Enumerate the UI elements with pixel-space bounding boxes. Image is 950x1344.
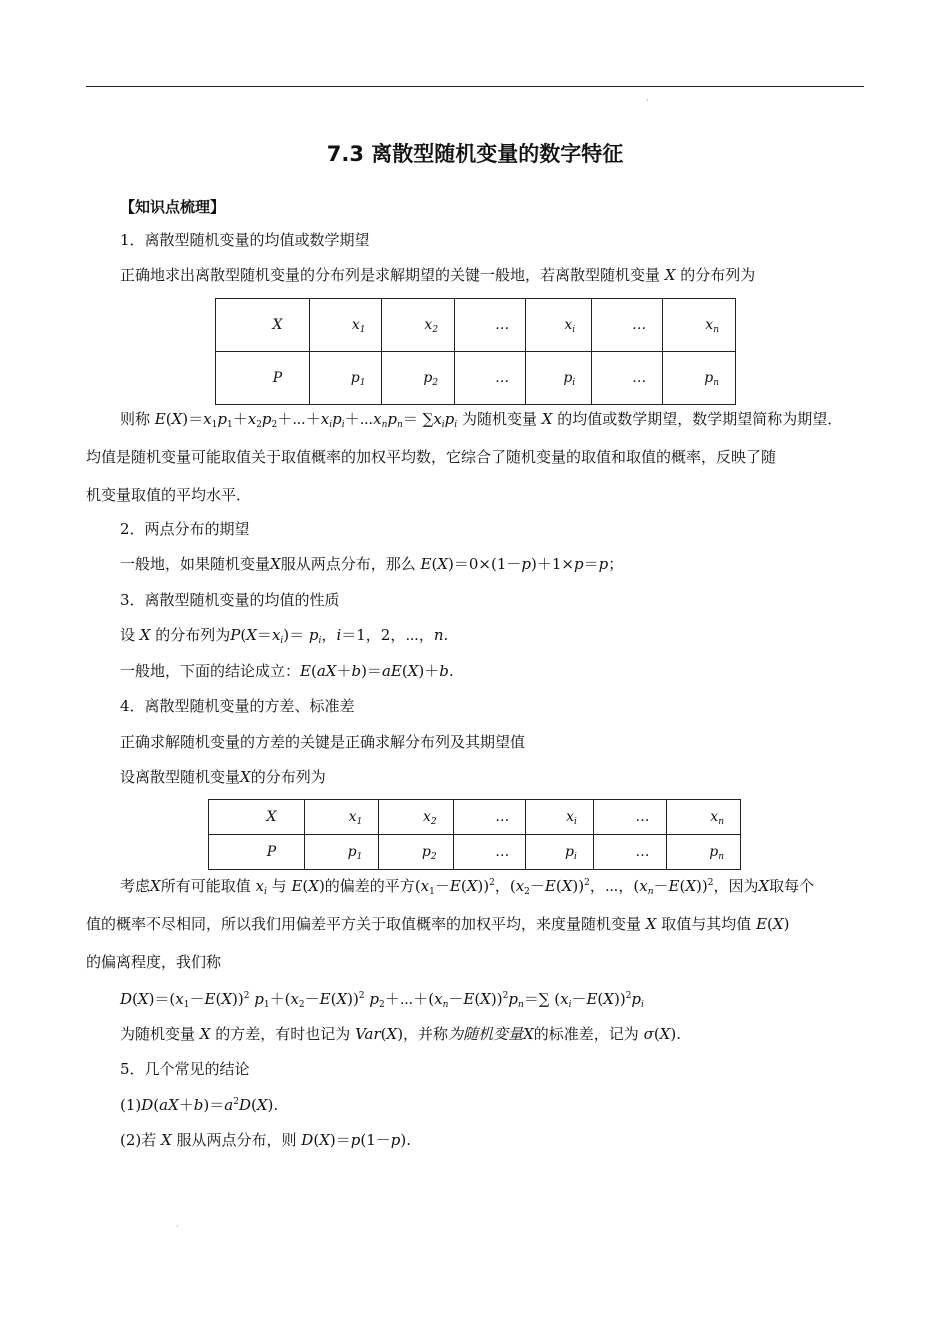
table-cell: $x_1$ (305, 800, 379, 835)
decorative-dot: · (176, 1222, 179, 1231)
s1-line2: 均值是随机变量可能取值关于取值概率的加权平均数，它综合了随机变量的取值和取值的概率，反映了随 (86, 448, 777, 466)
decorative-dot: · (646, 96, 649, 105)
distribution-table-2 (208, 799, 741, 870)
table-cell: $x_i$ (526, 800, 594, 835)
table-cell: … (455, 299, 526, 352)
table-cell: $p_n$ (663, 352, 736, 405)
s1-definition: 则称 $E(X)=x_1p_1+x_2p_2+\cdots+x_ip_i+\cdots x_np_n= \sum x_ip_i$ 为随机变量 X 的均值或数学期望，数学期望简称为期望． (120, 410, 843, 430)
header-rule (86, 86, 864, 87)
table-cell: $x_n$ (663, 299, 736, 352)
s4-consider: 考虑X所有可能取值 $x_i$ 与 E(X)的偏差的平方$(x_1-E(X))^2$，$(x_2-E(X))^2$，⋯，$(x_n-E(X))^2$，因为X取每个 (120, 877, 815, 897)
table-row-p (209, 835, 741, 870)
table-cell: … (455, 352, 526, 405)
s4-variance-def: 为随机变量 X 的方差，有时也记为 Var(X)，并称为随机变量X的标准差，记为 σ(X). (120, 1025, 681, 1043)
s4-line1: 正确求解随机变量的方差的关键是正确求解分布列及其期望值 (120, 733, 526, 751)
table-cell: … (593, 835, 666, 870)
s1-intro: 正确地求出离散型随机变量的分布列是求解期望的关键一般地，若离散型随机变量 X 的分布列为 (120, 266, 756, 284)
table-cell: $p_i$ (526, 352, 592, 405)
table-cell: $x_2$ (382, 299, 455, 352)
s5-item2: (2)若 X 服从两点分布，则 D(X)＝p(1－p). (120, 1131, 411, 1149)
table-cell: P (216, 352, 310, 405)
s4-heading: 4．离散型随机变量的方差、标准差 (120, 697, 355, 715)
table-cell: $x_2$ (379, 800, 453, 835)
table-cell: $x_n$ (666, 800, 741, 835)
s2-heading: 2．两点分布的期望 (120, 520, 250, 538)
table-row-p (216, 352, 736, 405)
s4-line-b: 值的概率不尽相同，所以我们用偏差平方关于取值概率的加权平均，来度量随机变量 X 取值与其均值 E(X) (86, 915, 790, 933)
table-row-x (209, 800, 741, 835)
table-cell: X (209, 800, 305, 835)
s2-text: 一般地，如果随机变量X服从两点分布，那么 E(X)＝0×(1－p)＋1×p＝p； (120, 555, 624, 573)
s4-line2: 设离散型随机变量X的分布列为 (120, 768, 326, 786)
section-tag: 【知识点梳理】 (120, 198, 226, 216)
table-cell: $p_1$ (305, 835, 379, 870)
table-cell: … (592, 352, 663, 405)
s1-line3: 机变量取值的平均水平． (86, 486, 252, 504)
table-cell: P (209, 835, 305, 870)
variance-formula: $D(X)=(x_1-E(X))^2$ $p_1+(x_2-E(X))^2$ $p_2+\cdots+(x_n-E(X))^2p_n=\sum$ $(x_i-E(X))^2p_i$ (120, 990, 644, 1010)
s4-line-c: 的偏离程度，我们称 (86, 953, 222, 971)
s5-heading: 5．几个常见的结论 (120, 1060, 250, 1078)
table-cell: $x_i$ (526, 299, 592, 352)
page-title: 7.3 离散型随机变量的数字特征 (326, 142, 624, 166)
table-cell: $p_1$ (309, 352, 382, 405)
table-row-x (216, 299, 736, 352)
distribution-table-1 (215, 298, 736, 405)
s3-heading: 3．离散型随机变量的均值的性质 (120, 591, 340, 609)
table-cell: X (216, 299, 310, 352)
table-cell: $p_n$ (666, 835, 741, 870)
table-cell: … (593, 800, 666, 835)
table-cell: … (592, 299, 663, 352)
table-cell: … (453, 835, 526, 870)
table-cell: … (453, 800, 526, 835)
s5-item1: $(1)D(aX+b)=a^2D(X)$. (120, 1096, 279, 1114)
table-cell: $p_2$ (382, 352, 455, 405)
s3-line1: 设 X 的分布列为$P(X=x_i)= p_i$，i＝1，2，⋯，n. (120, 626, 449, 646)
table-cell: $p_2$ (379, 835, 453, 870)
table-cell: $p_i$ (526, 835, 594, 870)
table-cell: $x_1$ (309, 299, 382, 352)
s3-line2: 一般地，下面的结论成立：E(aX＋b)＝aE(X)＋b. (120, 662, 454, 680)
s1-heading: 1．离散型随机变量的均值或数学期望 (120, 231, 370, 249)
